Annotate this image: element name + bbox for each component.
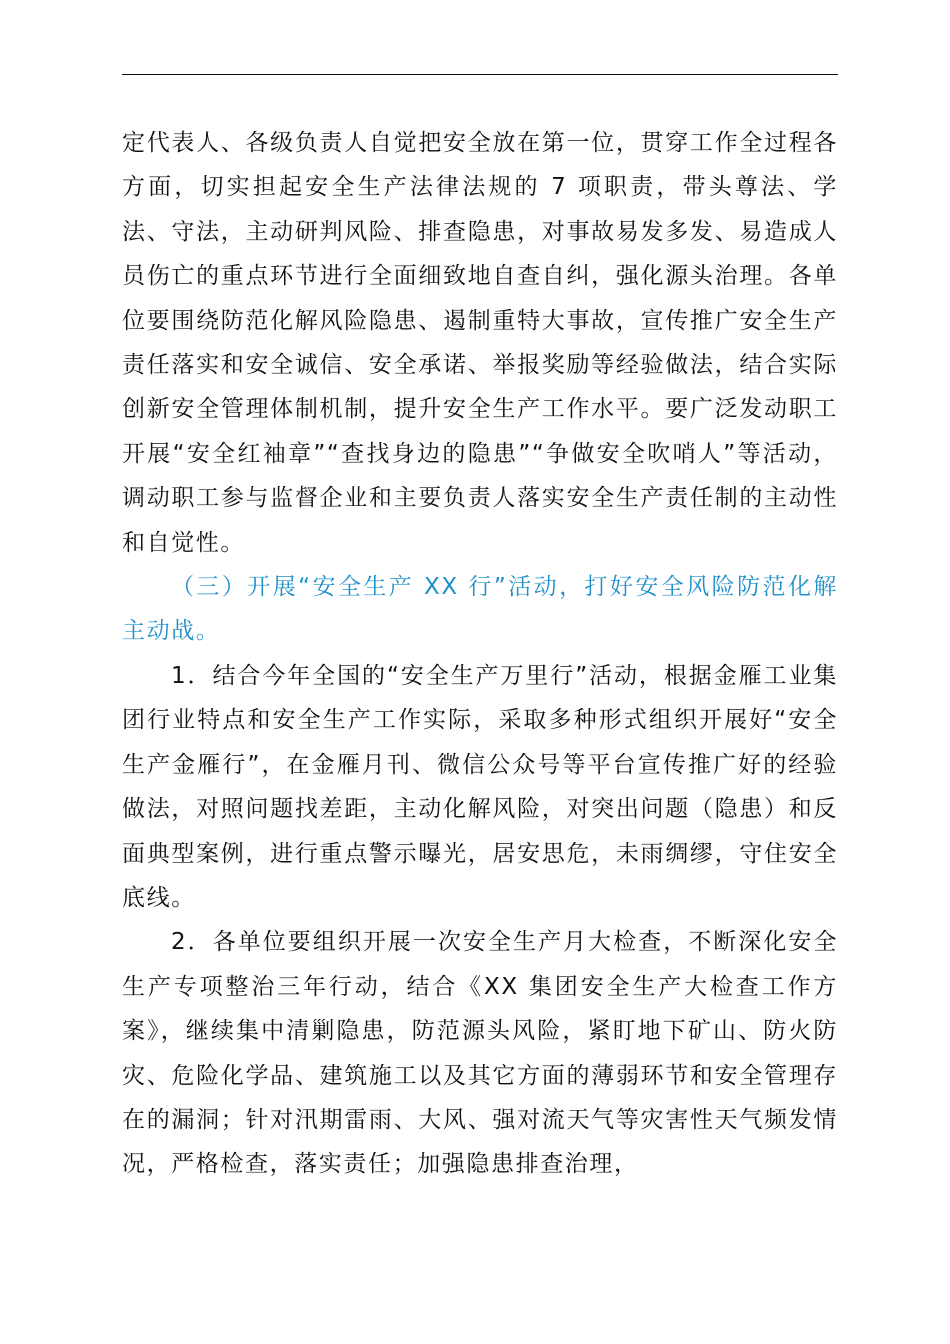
header-rule [122,74,838,75]
paragraph-continuation: 定代表人、各级负责人自觉把安全放在第一位，贯穿工作全过程各方面，切实担起安全生产法律法规的 7 项职责，带头尊法、学法、守法，主动研判风险、排查隐患，对事故易发多发、易造成人员伤亡的重点环节进行全面细致地自查自纠，强化源头治理。各单位要围绕防范化解风险隐患、遏制重特大事故，宣传推广安全生产责任落实和安全诚信、安全承诺、举报奖励等经验做法，结合实际创新安全管理体制机制，提升安全生产工作水平。要广泛发动职工开展“安全红袖章”“查找身边的隐患”“争做安全吹哨人”等活动，调动职工参与监督企业和主要负责人落实安全生产责任制的主动性和自觉性。 [122,130,838,556]
paragraph-item-2: 2．各单位要组织开展一次安全生产月大检查，不断深化安全生产专项整治三年行动，结合《XX 集团安全生产大检查工作方案》，继续集中清剿隐患，防范源头风险，紧盯地下矿山、防火防灾、危险化学品、建筑施工以及其它方面的薄弱环节和安全管理存在的漏洞；针对汛期雷雨、大风、强对流天气等灾害性天气频发情况，严格检查，落实责任；加强隐患排查治理， [122,929,838,1178]
section-heading: （三）开展“安全生产 XX 行”活动，打好安全风险防范化解主动战。 [122,574,838,645]
paragraph-item-1: 1．结合今年全国的“安全生产万里行”活动，根据金雁工业集团行业特点和安全生产工作实际，采取多种形式组织开展好“安全生产金雁行”，在金雁月刊、微信公众号等平台宣传推广好的经验做法，对照问题找差距，主动化解风险，对突出问题（隐患）和反面典型案例，进行重点警示曝光，居安思危，未雨绸缪，守住安全底线。 [122,662,838,911]
document-body [122,121,838,1187]
